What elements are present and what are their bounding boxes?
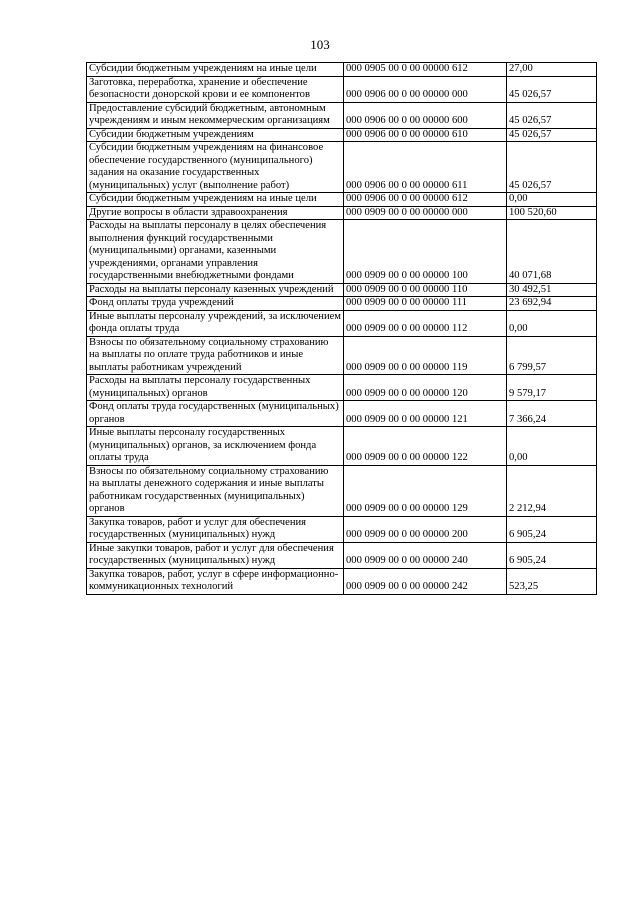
row-name-cell: Закупка товаров, работ, услуг в сфере информационно-коммуникационных технологий [87, 568, 344, 594]
table-row [87, 220, 597, 284]
row-code-cell: 000 0909 00 0 00 00000 121 [344, 401, 507, 427]
table-row [87, 128, 597, 142]
row-name-cell: Иные закупки товаров, работ и услуг для обеспечения государственных (муниципальных) нужд [87, 542, 344, 568]
row-amount-cell: 45 026,57 [507, 102, 597, 128]
row-code-cell: 000 0909 00 0 00 00000 120 [344, 375, 507, 401]
row-name-cell: Иные выплаты персоналу учреждений, за исключением фонда оплаты труда [87, 310, 344, 336]
table-row [87, 297, 597, 311]
row-amount-cell: 45 026,57 [507, 142, 597, 193]
row-amount-cell: 6 905,24 [507, 516, 597, 542]
row-amount-cell: 523,25 [507, 568, 597, 594]
row-code-cell: 000 0906 00 0 00 00000 610 [344, 128, 507, 142]
row-amount-cell: 0,00 [507, 310, 597, 336]
table-row [87, 401, 597, 427]
row-name-cell: Расходы на выплаты персоналу государственных (муниципальных) органов [87, 375, 344, 401]
table-row [87, 102, 597, 128]
row-amount-cell: 7 366,24 [507, 401, 597, 427]
budget-table [86, 62, 597, 595]
row-amount-cell: 45 026,57 [507, 128, 597, 142]
table-row [87, 465, 597, 516]
row-name-cell: Расходы на выплаты персоналу в целях обеспечения выполнения функций государственными (муниципальными) органами, казенными учреждениями, органами управления государственными внебюджетными фондами [87, 220, 344, 284]
table-row [87, 206, 597, 220]
row-amount-cell: 40 071,68 [507, 220, 597, 284]
table-row [87, 310, 597, 336]
table-row [87, 142, 597, 193]
row-name-cell: Другие вопросы в области здравоохранения [87, 206, 344, 220]
row-amount-cell: 6 799,57 [507, 336, 597, 375]
row-name-cell: Взносы по обязательному социальному страхованию на выплаты по оплате труда работников и иные выплаты работникам учреждений [87, 336, 344, 375]
table-row [87, 63, 597, 77]
row-name-cell: Заготовка, переработка, хранение и обеспечение безопасности донорской крови и ее компонентов [87, 76, 344, 102]
row-name-cell: Иные выплаты персоналу государственных (муниципальных) органов, за исключением фонда оплаты труда [87, 427, 344, 466]
row-code-cell: 000 0909 00 0 00 00000 242 [344, 568, 507, 594]
page-number: 103 [310, 37, 330, 52]
table-row [87, 542, 597, 568]
row-code-cell: 000 0906 00 0 00 00000 000 [344, 76, 507, 102]
row-name-cell: Субсидии бюджетным учреждениям на финансовое обеспечение государственного (муниципального) задания на оказание государственных (муниципальных) услуг (выполнение работ) [87, 142, 344, 193]
row-amount-cell: 30 492,51 [507, 283, 597, 297]
row-name-cell: Расходы на выплаты персоналу казенных учреждений [87, 283, 344, 297]
row-amount-cell: 9 579,17 [507, 375, 597, 401]
row-code-cell: 000 0906 00 0 00 00000 600 [344, 102, 507, 128]
row-code-cell: 000 0909 00 0 00 00000 129 [344, 465, 507, 516]
table-row [87, 568, 597, 594]
table-row [87, 193, 597, 207]
row-amount-cell: 0,00 [507, 427, 597, 466]
row-code-cell: 000 0909 00 0 00 00000 119 [344, 336, 507, 375]
row-name-cell: Субсидии бюджетным учреждениям на иные цели [87, 193, 344, 207]
row-amount-cell: 23 692,94 [507, 297, 597, 311]
row-code-cell: 000 0909 00 0 00 00000 240 [344, 542, 507, 568]
row-amount-cell: 27,00 [507, 63, 597, 77]
row-name-cell: Фонд оплаты труда учреждений [87, 297, 344, 311]
table-row [87, 375, 597, 401]
row-amount-cell: 45 026,57 [507, 76, 597, 102]
row-code-cell: 000 0905 00 0 00 00000 612 [344, 63, 507, 77]
table-row [87, 427, 597, 466]
table-row [87, 336, 597, 375]
row-code-cell: 000 0909 00 0 00 00000 000 [344, 206, 507, 220]
budget-table-body [87, 63, 597, 595]
row-code-cell: 000 0909 00 0 00 00000 112 [344, 310, 507, 336]
row-name-cell: Закупка товаров, работ и услуг для обеспечения государственных (муниципальных) нужд [87, 516, 344, 542]
row-name-cell: Фонд оплаты труда государственных (муниципальных) органов [87, 401, 344, 427]
row-name-cell: Взносы по обязательному социальному страхованию на выплаты денежного содержания и иные выплаты работникам государственных (муниципальных) органов [87, 465, 344, 516]
row-code-cell: 000 0909 00 0 00 00000 111 [344, 297, 507, 311]
row-code-cell: 000 0909 00 0 00 00000 200 [344, 516, 507, 542]
row-code-cell: 000 0909 00 0 00 00000 122 [344, 427, 507, 466]
row-code-cell: 000 0906 00 0 00 00000 611 [344, 142, 507, 193]
table-row [87, 283, 597, 297]
row-amount-cell: 2 212,94 [507, 465, 597, 516]
table-row [87, 76, 597, 102]
row-name-cell: Субсидии бюджетным учреждениям [87, 128, 344, 142]
table-row [87, 516, 597, 542]
row-name-cell: Предоставление субсидий бюджетным, автономным учреждениям и иным некоммерческим организациям [87, 102, 344, 128]
row-code-cell: 000 0906 00 0 00 00000 612 [344, 193, 507, 207]
row-amount-cell: 100 520,60 [507, 206, 597, 220]
row-code-cell: 000 0909 00 0 00 00000 100 [344, 220, 507, 284]
row-amount-cell: 6 905,24 [507, 542, 597, 568]
row-code-cell: 000 0909 00 0 00 00000 110 [344, 283, 507, 297]
row-name-cell: Субсидии бюджетным учреждениям на иные цели [87, 63, 344, 77]
row-amount-cell: 0,00 [507, 193, 597, 207]
